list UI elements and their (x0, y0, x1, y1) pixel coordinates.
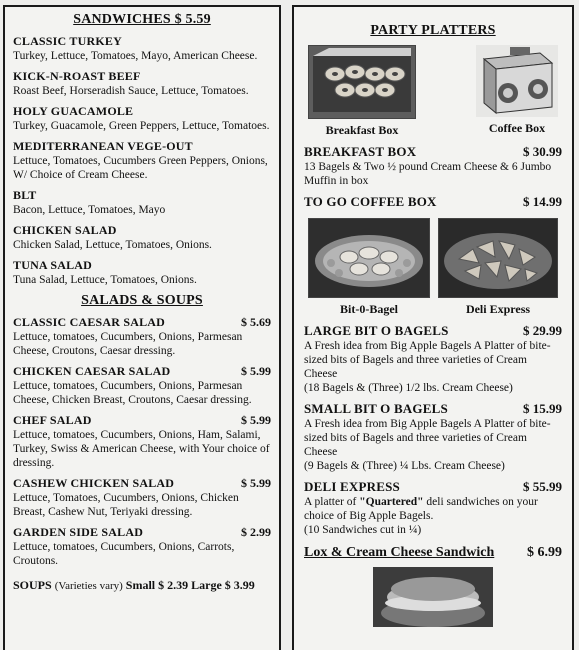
large-bit-name: LARGE BIT O BAGELS (304, 323, 449, 338)
lox-name: Lox & Cream Cheese Sandwich (304, 545, 495, 560)
breakfast-box-price: $ 30.99 (523, 144, 562, 159)
deli-desc-pre: A platter of (304, 496, 360, 508)
sandwich-desc: Roast Beef, Horseradish Sauce, Lettuce, Tomatoes. (13, 85, 249, 97)
sandwich-desc: Turkey, Guacamole, Green Peppers, Lettuce, Tomatoes. (13, 120, 270, 132)
sandwich-desc: Chicken Salad, Lettuce, Tomatoes, Onions. (13, 239, 212, 251)
right-menu-panel (292, 5, 574, 650)
breakfast-box-desc: 13 Bagels & Two ½ pound Cream Cheese & 6 Jumbo Muffin in box (304, 161, 552, 187)
sandwich-name: BLT (13, 188, 37, 202)
sandwich-item (13, 104, 271, 133)
sandwich-item (13, 69, 271, 98)
small-bit-item (304, 401, 562, 473)
coffee-box-item (304, 194, 562, 210)
salad-name: GARDEN SIDE SALAD (13, 525, 144, 539)
salad-desc: Lettuce, tomatoes, Cucumbers, Onions, Carrots, Croutons. (13, 541, 235, 567)
salad-item (13, 413, 271, 470)
deli-express-desc (304, 495, 562, 523)
salads-title: SALADS & SOUPS (81, 293, 203, 308)
sandwich-name: HOLY GUACAMOLE (13, 104, 134, 118)
salad-price: $ 5.99 (241, 476, 271, 490)
bagel-box-photo (308, 45, 416, 119)
breakfast-box-caption: Breakfast Box (325, 123, 399, 137)
sandwich-platter-photo (438, 218, 558, 298)
soups-large-price: Large $ 3.99 (191, 578, 255, 592)
sandwich-name: CLASSIC TURKEY (13, 34, 122, 48)
deli-express-price: $ 55.99 (523, 479, 562, 494)
salad-name: CASHEW CHICKEN SALAD (13, 476, 175, 490)
small-bit-desc: A Fresh idea from Big Apple Bagels A Platter of bite-sized bits of Bagels and three varieties of Cream Cheese (304, 418, 551, 458)
salad-desc: Lettuce, Tomatoes, Cucumbers, Onions, Chicken Breast, Cashew Nut, Teriyaki dressing. (13, 492, 239, 518)
breakfast-box-item (304, 144, 562, 188)
salad-name: CHEF SALAD (13, 413, 92, 427)
small-bit-note: (9 Bagels & (Three) ¼ Lbs. Cream Cheese) (304, 460, 505, 472)
mid-photo-row (308, 218, 558, 317)
salad-item (13, 315, 271, 358)
bagel-platter-photo (308, 218, 430, 298)
large-bit-desc: A Fresh idea from Big Apple Bagels A Platter of bite-sized bits of Bagels and three varieties of Cream Cheese (304, 340, 551, 380)
sandwich-desc: Bacon, Lettuce, Tomatoes, Mayo (13, 204, 166, 216)
large-bit-note: (18 Bagels & (Three) 1/2 lbs. Cream Cheese) (304, 382, 513, 394)
salad-price: $ 5.99 (241, 413, 271, 427)
breakfast-box-photo-col (308, 45, 416, 138)
sandwich-name: TUNA SALAD (13, 258, 93, 272)
deli-express-photo-col (438, 218, 558, 317)
sandwiches-title: SANDWICHES $ 5.59 (73, 12, 211, 27)
sandwich-item (13, 139, 271, 182)
sandwich-item (13, 188, 271, 217)
salad-name: CLASSIC CAESAR SALAD (13, 315, 166, 329)
soups-label: SOUPS (13, 578, 52, 592)
lox-item (304, 545, 562, 561)
soups-note: (Varieties vary) (54, 580, 123, 592)
coffee-box-photo (476, 45, 558, 117)
small-bit-price: $ 15.99 (523, 401, 562, 416)
bit-bagel-photo-col (308, 218, 430, 317)
deli-express-name: DELI EXPRESS (304, 479, 400, 494)
breakfast-box-name: BREAKFAST BOX (304, 144, 417, 159)
salad-price: $ 5.99 (241, 364, 271, 378)
salad-price: $ 2.99 (241, 525, 271, 539)
salad-desc: Lettuce, tomatoes, Cucumbers, Onions, Parmesan Cheese, Chicken Breast, Croutons, Caesar dressing. (13, 380, 252, 406)
deli-express-note: (10 Sandwiches cut in ¼) (304, 524, 422, 536)
sandwich-item (13, 34, 271, 63)
sandwich-desc: Lettuce, Tomatoes, Cucumbers Green Peppers, Onions, W/ Choice of Cream Cheese. (13, 155, 268, 181)
coffee-box-name: TO GO COFFEE BOX (304, 194, 437, 209)
deli-desc-post: deli sandwiches on your choice of Big Apple Bagels. (304, 496, 538, 522)
large-bit-item (304, 323, 562, 395)
sandwich-desc: Turkey, Lettuce, Tomatoes, Mayo, American Cheese. (13, 50, 258, 62)
lox-sandwich-photo (373, 567, 493, 627)
small-bit-name: SMALL BIT O BAGELS (304, 401, 448, 416)
soups-small-price: Small $ 2.39 (125, 578, 189, 592)
deli-express-item (304, 479, 562, 537)
sandwich-name: CHICKEN SALAD (13, 223, 117, 237)
coffee-box-caption: Coffee Box (488, 121, 546, 135)
salad-name: CHICKEN CAESAR SALAD (13, 364, 171, 378)
salad-item (13, 476, 271, 519)
coffee-box-price: $ 14.99 (523, 194, 562, 209)
salad-list (13, 315, 271, 568)
deli-express-caption: Deli Express (465, 302, 531, 316)
salad-desc: Lettuce, tomatoes, Cucumbers, Onions, Ham, Salami, Turkey, Swiss & American Cheese, with Your choice of dressing. (13, 429, 270, 469)
sandwich-name: KICK-N-ROAST BEEF (13, 69, 141, 83)
salad-item (13, 364, 271, 407)
sandwich-name: MEDITERRANEAN VEGE-OUT (13, 139, 193, 153)
party-platters-title: PARTY PLATTERS (370, 23, 496, 38)
top-photo-row (308, 45, 558, 138)
salad-desc: Lettuce, tomatoes, Cucumbers, Onions, Parmesan Cheese, Croutons, Caesar dressing. (13, 331, 243, 357)
sandwich-item (13, 223, 271, 252)
coffee-box-photo-col (476, 45, 558, 138)
sandwich-desc: Tuna Salad, Lettuce, Tomatoes, Onions. (13, 274, 197, 286)
bit-bagel-caption: Bit-0-Bagel (340, 302, 398, 316)
salad-item (13, 525, 271, 568)
soups-line (13, 578, 271, 593)
deli-desc-bold: "Quartered" (359, 496, 424, 508)
large-bit-price: $ 29.99 (523, 323, 562, 338)
salad-price: $ 5.69 (241, 315, 271, 329)
lox-price: $ 6.99 (527, 545, 562, 560)
sandwich-item (13, 258, 271, 287)
sandwich-list (13, 34, 271, 287)
left-menu-panel (3, 5, 281, 650)
